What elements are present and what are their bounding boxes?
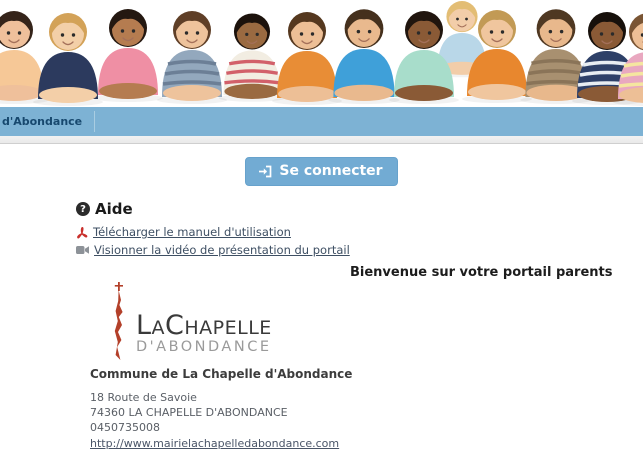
logo-text	[136, 309, 272, 359]
video-presentation-link[interactable]	[76, 243, 350, 257]
nav-brand-abondance[interactable]: d'Abondance	[2, 115, 83, 128]
children-banner	[0, 0, 643, 107]
help-section	[76, 200, 350, 261]
pdf-icon	[76, 226, 88, 239]
address-line-2: 74360 LA CHAPELLE D'ABONDANCE	[90, 406, 288, 420]
commune-address	[90, 390, 410, 451]
video-icon	[76, 245, 89, 255]
question-mark-icon: ?	[76, 202, 90, 216]
children-banner-photo	[0, 0, 643, 107]
navbar-shadow-strip	[0, 136, 643, 144]
logo-sub-text: D'ABONDANCE	[136, 338, 272, 355]
download-manual-link[interactable]	[76, 225, 350, 239]
video-presentation-label: Visionner la vidéo de présentation du portail	[94, 243, 350, 257]
connect-row	[0, 157, 643, 186]
help-heading	[76, 200, 350, 218]
main-content	[0, 144, 643, 450]
help-title-label: Aide	[95, 200, 133, 218]
se-connecter-label: Se connecter	[279, 163, 383, 179]
welcome-message: Bienvenue sur votre portail parents	[350, 265, 613, 280]
address-line-1: 18 Route de Savoie	[90, 391, 197, 404]
organization-block	[90, 282, 410, 451]
top-navbar	[0, 107, 643, 136]
nav-separator	[94, 111, 95, 132]
steeple-logo-icon	[104, 282, 134, 360]
se-connecter-button[interactable]	[245, 157, 397, 186]
commune-logo	[90, 282, 410, 358]
commune-name: Commune de La Chapelle d'Abondance	[90, 367, 353, 381]
phone-number: 0450735008	[90, 421, 160, 435]
download-manual-label: Télécharger le manuel d'utilisation	[93, 225, 291, 239]
logo-main-text: LaChapelle	[136, 309, 272, 341]
commune-website-link[interactable]: http://www.mairielachapelledabondance.com	[90, 436, 340, 450]
sign-in-icon	[258, 165, 272, 178]
